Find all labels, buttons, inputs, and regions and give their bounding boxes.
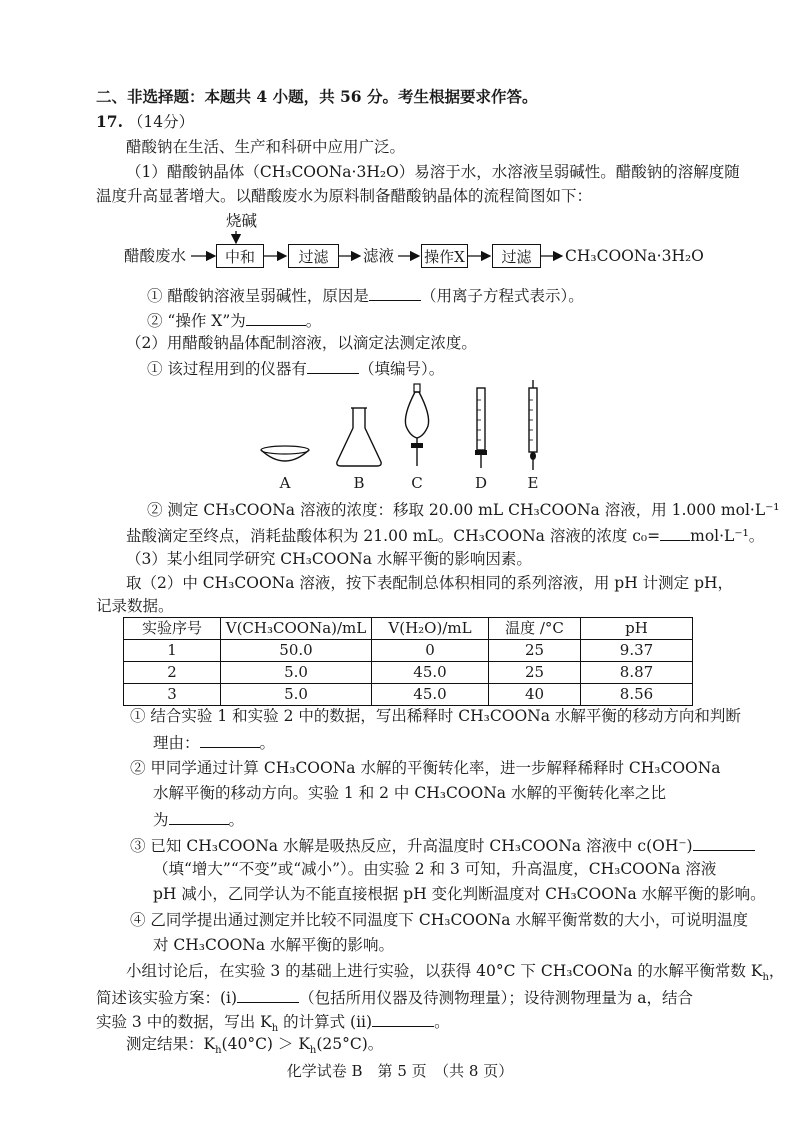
- table-cell: 3: [124, 684, 221, 706]
- discussion-text: 小组讨论后，在实验 3 的基础上进行实验，以获得 40°C 下 CH₃COONa 的水解平衡常数 K: [126, 962, 763, 980]
- discussion-text-end: ，: [768, 962, 785, 980]
- conical-flask-icon: [337, 408, 381, 466]
- flow-step-filter-2: 过滤: [492, 244, 541, 268]
- discussion-text: 实验 3 中的数据，写出 K: [96, 1013, 272, 1031]
- part2-q1: [147, 357, 444, 379]
- discussion-line2: [96, 986, 693, 1008]
- part2-q2-text: 盐酸滴定至终点，消耗盐酸体积为 21.00 mL。CH₃COONa 溶液的浓度 c₀=: [126, 527, 661, 545]
- answer-blank[interactable]: [372, 1010, 434, 1027]
- result-text-end: (25°C)。: [316, 1035, 384, 1053]
- answer-blank[interactable]: [200, 731, 260, 748]
- subscript: h: [271, 1023, 279, 1035]
- part2-intro: （2）用醋酸钠晶体配制溶液，以滴定法测定浓度。: [126, 334, 477, 352]
- part3-q2-line2: 水解平衡的移动方向。实验 1 和 2 中 CH₃COONa 水解的平衡转化率之比: [153, 784, 666, 802]
- burette-e-icon: [529, 380, 537, 470]
- section-heading: 二、非选择题：本题共 4 小题，共 56 分。考生根据要求作答。: [96, 87, 538, 106]
- apparatus-label-d: D: [474, 474, 488, 492]
- flow-filtrate: 滤液: [363, 247, 395, 265]
- part1-q1: [147, 284, 584, 306]
- part2-q1-text: ① 该过程用到的仪器有: [147, 360, 307, 378]
- apparatus-label-c: C: [411, 474, 423, 492]
- experiment-table: [123, 617, 693, 706]
- table-row: [124, 662, 693, 684]
- table-cell: 25: [489, 662, 581, 684]
- question-number: 17.: [96, 112, 123, 131]
- answer-blank[interactable]: [169, 808, 229, 825]
- part3-intro: （3）某小组同学研究 CH₃COONa 水解平衡的影响因素。: [126, 550, 532, 568]
- part3-q1-text-end: 。: [259, 734, 276, 752]
- part3-q2-text: 为: [153, 811, 169, 829]
- flow-step-neutralize: 中和: [216, 244, 264, 268]
- page-footer: 化学试卷 B 第 5 页 （共 8 页）: [286, 1062, 514, 1080]
- part3-q4-line1: ④ 乙同学提出通过测定并比较不同温度下 CH₃COONa 水解平衡常数的大小，可说明温度: [130, 911, 748, 929]
- separatory-funnel-icon: [405, 384, 428, 466]
- question-points: （14分）: [127, 113, 195, 131]
- burette-d-icon: [475, 388, 487, 468]
- part1-q1-text: ① 醋酸钠溶液呈弱碱性，原因是: [147, 287, 369, 305]
- part3-q4-line2: 对 CH₃COONa 水解平衡的影响。: [153, 936, 395, 954]
- part3-q3-line2: （填“增大”“不变”或“减小”）。由实验 2 和 3 可知，升高温度，CH₃COONa 溶液: [153, 860, 717, 878]
- subscript: h: [215, 1045, 222, 1057]
- part1-line1: （1）醋酸钠晶体（CH₃COONa·3H₂O）易溶于水，水溶液呈弱碱性。醋酸钠的溶解度随: [126, 163, 740, 181]
- discussion-text-end: （包括所用仪器及待测物理量）；设待测物理量为 a，结合: [299, 989, 693, 1007]
- table-cell: 8.56: [581, 684, 693, 706]
- part2-q2-text-end: mol·L⁻¹。: [690, 527, 765, 545]
- part3-q2-text-end: 。: [228, 811, 245, 829]
- answer-blank[interactable]: [369, 284, 421, 301]
- flow-start: 醋酸废水: [124, 247, 187, 265]
- part1-line2: 温度升高显著增大。以醋酸废水为原料制备醋酸钠晶体的流程简图如下：: [96, 187, 593, 205]
- table-row: [124, 684, 693, 706]
- table-header-row: [124, 618, 693, 640]
- table-cell: 45.0: [372, 662, 489, 684]
- part3-q3-line1: [130, 834, 755, 856]
- discussion-text-end: 。: [434, 1013, 450, 1031]
- table-header-cell: V(CH₃COONa)/mL: [221, 618, 372, 640]
- table-cell: 2: [124, 662, 221, 684]
- part1-q2-text: ② “操作 X”为: [147, 312, 246, 330]
- part3-q1-text: 理由：: [153, 734, 200, 752]
- discussion-line1: [126, 961, 784, 988]
- apparatus-label-b: B: [353, 474, 365, 492]
- flow-step-filter-1: 过滤: [288, 244, 339, 268]
- part2-q2-line2: [126, 524, 764, 546]
- table-cell: 40: [489, 684, 581, 706]
- part3-q2-line3: [153, 808, 244, 830]
- part3-q2-line1: ② 甲同学通过计算 CH₃COONa 水解的平衡转化率，进一步解释稀释时 CH₃COONa: [130, 759, 721, 777]
- answer-blank[interactable]: [307, 357, 359, 374]
- subscript: h: [762, 972, 769, 984]
- table-cell: 5.0: [221, 684, 372, 706]
- part3-q3-text: ③ 已知 CH₃COONa 水解是吸热反应，升高温度时 CH₃COONa 溶液中 c(OH⁻): [130, 837, 693, 855]
- flow-step-operation-x: 操作X: [421, 244, 468, 268]
- table-header-cell: V(H₂O)/mL: [372, 618, 489, 640]
- question-intro: 醋酸钠在生活、生产和科研中应用广泛。: [126, 138, 406, 156]
- part1-q2-text-end: 。: [305, 312, 322, 330]
- discussion-text: 简述该实验方案：(i): [96, 989, 238, 1007]
- part2-q2-line1: ② 测定 CH₃COONa 溶液的浓度：移取 20.00 mL CH₃COONa 溶液，用 1.000 mol·L⁻¹: [147, 501, 780, 519]
- table-cell: 8.87: [581, 662, 693, 684]
- answer-blank[interactable]: [246, 309, 306, 326]
- part3-q1-line2: [153, 731, 275, 753]
- table-cell: 25: [489, 640, 581, 662]
- table-header-cell: pH: [581, 618, 693, 640]
- answer-blank[interactable]: [693, 834, 755, 851]
- table-header-cell: 温度 /°C: [489, 618, 581, 640]
- table-cell: 1: [124, 640, 221, 662]
- discussion-text: 的计算式 (ii): [278, 1013, 373, 1031]
- apparatus-label-e: E: [527, 474, 539, 492]
- answer-blank[interactable]: [237, 986, 299, 1003]
- table-cell: 45.0: [372, 684, 489, 706]
- part2-q1-text-end: （填编号）。: [358, 360, 445, 378]
- answer-blank[interactable]: [660, 524, 690, 541]
- part3-line2: 记录数据。: [96, 597, 174, 615]
- result-line: [126, 1034, 383, 1061]
- table-cell: 5.0: [221, 662, 372, 684]
- part3-q3-line3: pH 减小，乙同学认为不能直接根据 pH 变化判断温度对 CH₃COONa 水解平衡的影响。: [153, 885, 766, 903]
- apparatus-figure: [0, 380, 800, 475]
- flow-product: CH₃COONa·3H₂O: [565, 247, 704, 265]
- table-cell: 50.0: [221, 640, 372, 662]
- part1-q1-text-end: （用离子方程式表示）。: [420, 287, 584, 305]
- result-text: (40°C) ＞ K: [221, 1035, 310, 1053]
- table-cell: 9.37: [581, 640, 693, 662]
- flow-reagent-label: 烧碱: [226, 212, 258, 230]
- part1-q2: [147, 309, 321, 331]
- table-row: [124, 640, 693, 662]
- apparatus-label-a: A: [279, 474, 291, 492]
- table-cell: 0: [372, 640, 489, 662]
- subscript: h: [309, 1045, 317, 1057]
- evaporating-dish-icon: [261, 446, 309, 461]
- result-text: 测定结果：K: [126, 1035, 216, 1053]
- table-header-cell: 实验序号: [124, 618, 221, 640]
- part3-line1: 取（2）中 CH₃COONa 溶液，按下表配制总体积相同的系列溶液，用 pH 计测定 pH，: [126, 574, 734, 592]
- part3-q1-line1: ① 结合实验 1 和实验 2 中的数据，写出稀释时 CH₃COONa 水解平衡的移动方向和判断: [130, 707, 741, 725]
